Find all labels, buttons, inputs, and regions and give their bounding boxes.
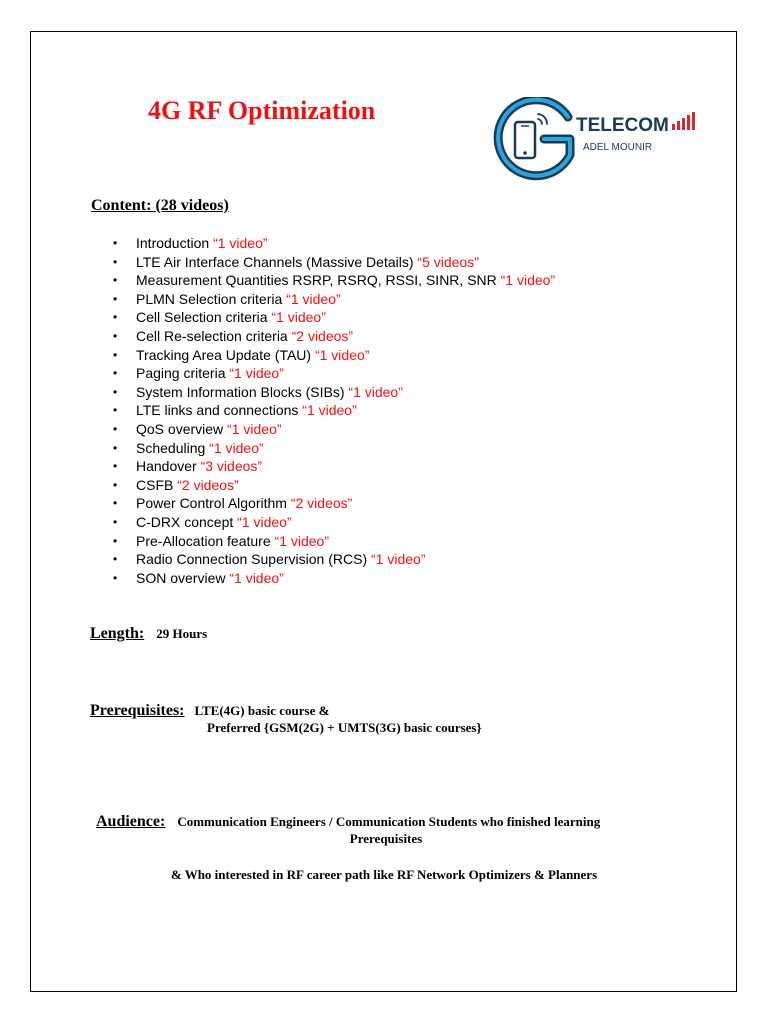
topic-video-count: “3 videos” (200, 458, 263, 475)
topic-video-count: “1 video” (209, 439, 264, 456)
topic-item (113, 532, 555, 551)
length-label: Length: (90, 625, 145, 642)
topic-item (113, 234, 555, 253)
topic-video-count: “1 video” (274, 532, 329, 549)
topic-video-count: “1 video” (237, 513, 292, 530)
topic-title: LTE Air Interface Channels (Massive Details) (136, 253, 418, 270)
content-heading: Content: (28 videos) (91, 197, 229, 214)
topic-video-count: “1 video” (229, 365, 284, 382)
topic-item (113, 401, 555, 420)
topic-video-count: “1 video” (302, 402, 357, 419)
topic-item (113, 550, 555, 569)
topic-title: C-DRX concept (136, 513, 238, 530)
signal-waves-icon (538, 114, 547, 124)
topic-video-count: “1 video” (227, 420, 282, 437)
topic-item (113, 308, 555, 327)
prerequisites-section (90, 702, 329, 720)
topic-title: Power Control Algorithm (136, 495, 291, 512)
page-title: 4G RF Optimization (148, 96, 376, 125)
topic-title: Tracking Area Update (TAU) (136, 346, 315, 363)
logo-name: TELECOM (576, 115, 669, 136)
topic-item (113, 513, 555, 532)
topic-video-count: “1 video” (213, 235, 268, 251)
topic-video-count: “1 video” (371, 551, 426, 568)
topic-video-count: “2 videos” (177, 476, 239, 493)
topic-title: CSFB (136, 476, 178, 493)
topic-title: System Information Blocks (SIBs) (136, 383, 349, 400)
topic-video-count: “1 video” (271, 309, 326, 326)
topic-item (113, 494, 555, 513)
topic-title: QoS overview (136, 420, 228, 437)
topic-title: Scheduling (136, 439, 210, 456)
topic-title: Measurement Quantities RSRP, RSRQ, RSSI, SINR, SNR (136, 272, 501, 289)
prerequisites-label: Prerequisites: (90, 702, 185, 719)
audience-line-2: Prerequisites (349, 831, 423, 846)
topic-title: Radio Connection Supervision (RCS) (136, 551, 371, 568)
topic-item (113, 271, 555, 290)
smartphone-icon (515, 122, 535, 158)
topic-item (113, 327, 555, 346)
topics-list (113, 234, 555, 587)
topic-item (113, 253, 555, 272)
topic-item (113, 476, 555, 495)
topic-item (113, 569, 555, 588)
prerequisites-line-1: LTE(4G) basic course & (194, 703, 330, 718)
topic-item (113, 457, 555, 476)
topic-video-count: “5 videos” (417, 253, 479, 270)
length-value: 29 Hours (156, 626, 208, 641)
audience-label: Audience: (96, 813, 166, 830)
topic-title: Cell Re-selection criteria (136, 327, 292, 344)
topic-title: Cell Selection criteria (136, 309, 272, 326)
topic-title: PLMN Selection criteria (136, 290, 287, 307)
topic-item (113, 346, 555, 365)
topic-title: Pre-Allocation feature (136, 532, 275, 549)
audience-line-1: Communication Engineers / Communication Students who finished learning (177, 814, 601, 829)
topic-video-count: “2 videos” (291, 327, 354, 344)
topic-title: Introduction (136, 235, 214, 251)
topic-item (113, 290, 555, 309)
topic-item (113, 439, 555, 458)
topic-item (113, 383, 555, 402)
signal-bars-icon (672, 112, 695, 130)
length-section (90, 625, 207, 643)
topic-video-count: “1 video” (314, 346, 370, 363)
topic-video-count: “1 video” (229, 569, 284, 586)
logo-subtitle: ADEL MOUNIR (583, 142, 653, 153)
topic-item (113, 364, 555, 383)
topic-title: SON overview (136, 569, 230, 586)
topic-video-count: “2 videos” (290, 495, 353, 512)
topic-video-count: “1 video” (348, 383, 403, 400)
audience-line-3: & Who interested in RF career path like RF Network Optimizers & Planners (170, 867, 598, 882)
topic-title: LTE links and connections (136, 402, 303, 419)
topic-item (113, 420, 555, 439)
topic-title: Paging criteria (136, 365, 230, 382)
topic-video-count: “1 video” (500, 272, 556, 289)
audience-section (96, 813, 600, 831)
prerequisites-line-2: Preferred {GSM(2G) + UMTS(3G) basic courses} (207, 720, 482, 735)
topic-video-count: “1 video” (286, 290, 341, 307)
telecom-logo (486, 97, 702, 183)
topic-title: Handover (136, 458, 201, 475)
